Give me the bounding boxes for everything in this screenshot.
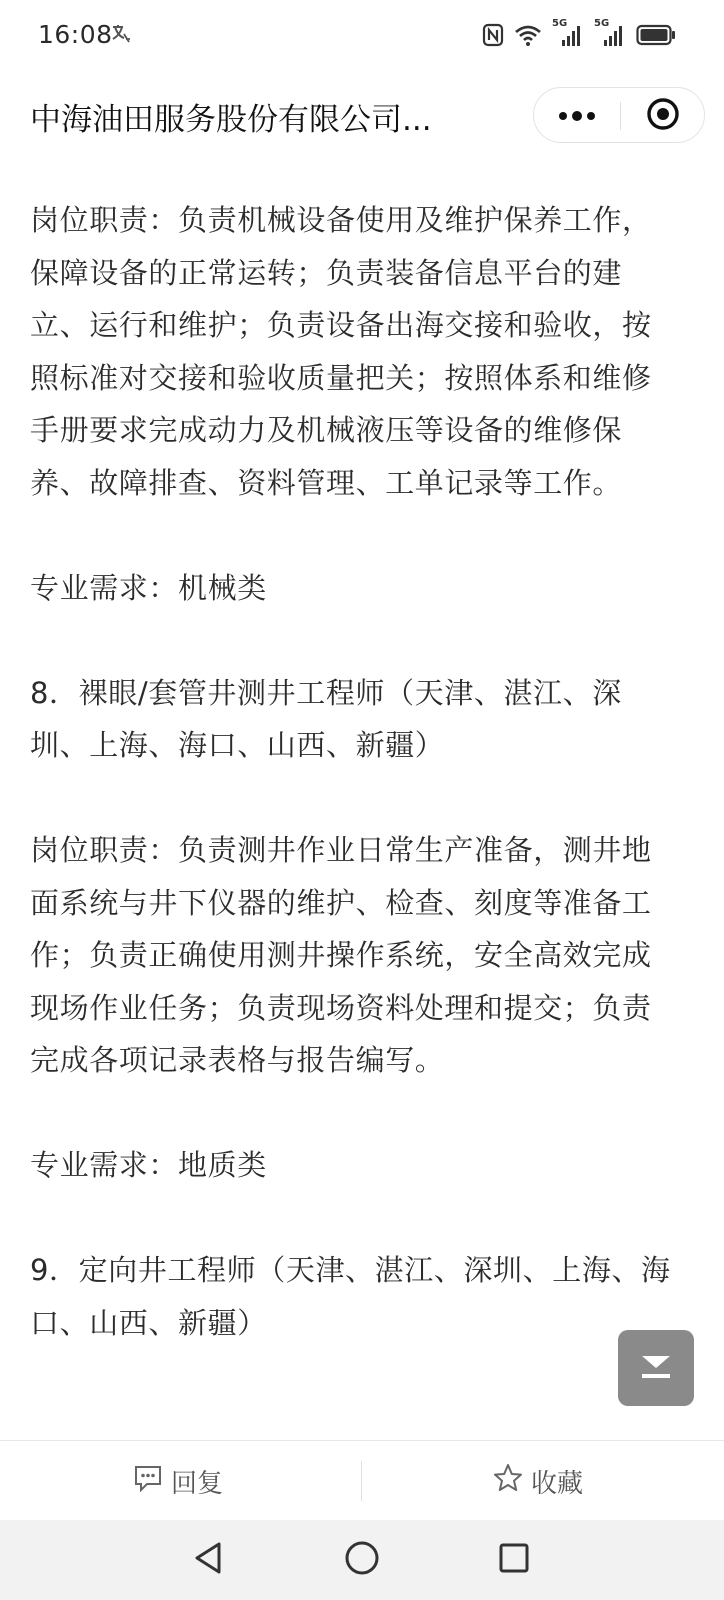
star-icon	[493, 1463, 523, 1500]
status-indicators	[482, 18, 676, 48]
recent-square-icon	[497, 1541, 531, 1579]
scroll-down-icon	[636, 1346, 676, 1390]
signal-icon-1	[552, 18, 584, 48]
close-target-icon	[646, 97, 680, 135]
reply-label: 回复	[171, 1468, 224, 1499]
nav-recent-button[interactable]	[490, 1536, 538, 1584]
home-circle-icon	[343, 1539, 381, 1581]
network-type-label: 5G	[594, 18, 610, 29]
action-divider	[361, 1461, 362, 1501]
paragraph-major-8: 专业需求：地质类	[30, 1148, 267, 1182]
paragraph-gap	[30, 509, 680, 562]
article-content	[30, 194, 680, 1412]
action-bar	[0, 1440, 724, 1520]
nav-home-button[interactable]	[338, 1536, 386, 1584]
favorite-label: 收藏	[531, 1468, 584, 1499]
paragraph-gap	[30, 772, 680, 825]
paragraph-duties-7: 岗位职责：负责机械设备使用及维护保养工作，保障设备的正常运转；负责装备信息平台的建立、运行和维护；负责设备出海交接和验收，按照标准对交接和验收质量把关；按照体系和维修手册要求完成动力及机械液压等设备的维修保养、故障排查、资料管理、工单记录等工作。	[30, 203, 652, 500]
capsule-menu	[533, 87, 705, 143]
paragraph-major-7: 专业需求：机械类	[30, 570, 267, 605]
scroll-to-bottom-button[interactable]	[618, 1330, 694, 1406]
system-nav-bar	[0, 1520, 724, 1600]
input-method-icon	[110, 22, 132, 44]
network-type-label: 5G	[552, 18, 568, 29]
paragraph-position-9: 9．定向井工程师（天津、湛江、深圳、上海、海口、山西、新疆）	[30, 1253, 671, 1340]
more-dots-icon	[557, 107, 597, 126]
status-time: 16:08	[38, 20, 113, 49]
paragraph-gap	[30, 1192, 680, 1245]
paragraph-duties-8: 岗位职责：负责测井作业日常生产准备，测井地面系统与井下仪器的维护、检查、刻度等准备工作；负责正确使用测井操作系统，安全高效完成现场作业任务；负责现场资料处理和提交；负责完成各项记录表格与报告编写。	[30, 833, 652, 1077]
reply-button[interactable]	[133, 1441, 223, 1521]
comment-icon	[133, 1464, 163, 1499]
paragraph-position-8: 8．裸眼/套管井测井工程师（天津、湛江、深圳、上海、海口、山西、新疆）	[30, 675, 622, 762]
paragraph-gap	[30, 1087, 680, 1140]
back-triangle-icon	[191, 1540, 225, 1580]
more-button[interactable]	[534, 88, 620, 144]
battery-icon	[636, 24, 676, 46]
favorite-button[interactable]	[493, 1441, 583, 1521]
page-title: 中海油田服务股份有限公司...	[30, 102, 432, 138]
paragraph-gap	[30, 614, 680, 667]
nav-back-button[interactable]	[184, 1536, 232, 1584]
app-header	[0, 72, 724, 164]
nfc-icon	[482, 23, 504, 47]
signal-icon-2	[594, 18, 626, 48]
wifi-icon	[514, 24, 542, 46]
status-bar	[0, 0, 724, 72]
close-button[interactable]	[621, 88, 705, 144]
